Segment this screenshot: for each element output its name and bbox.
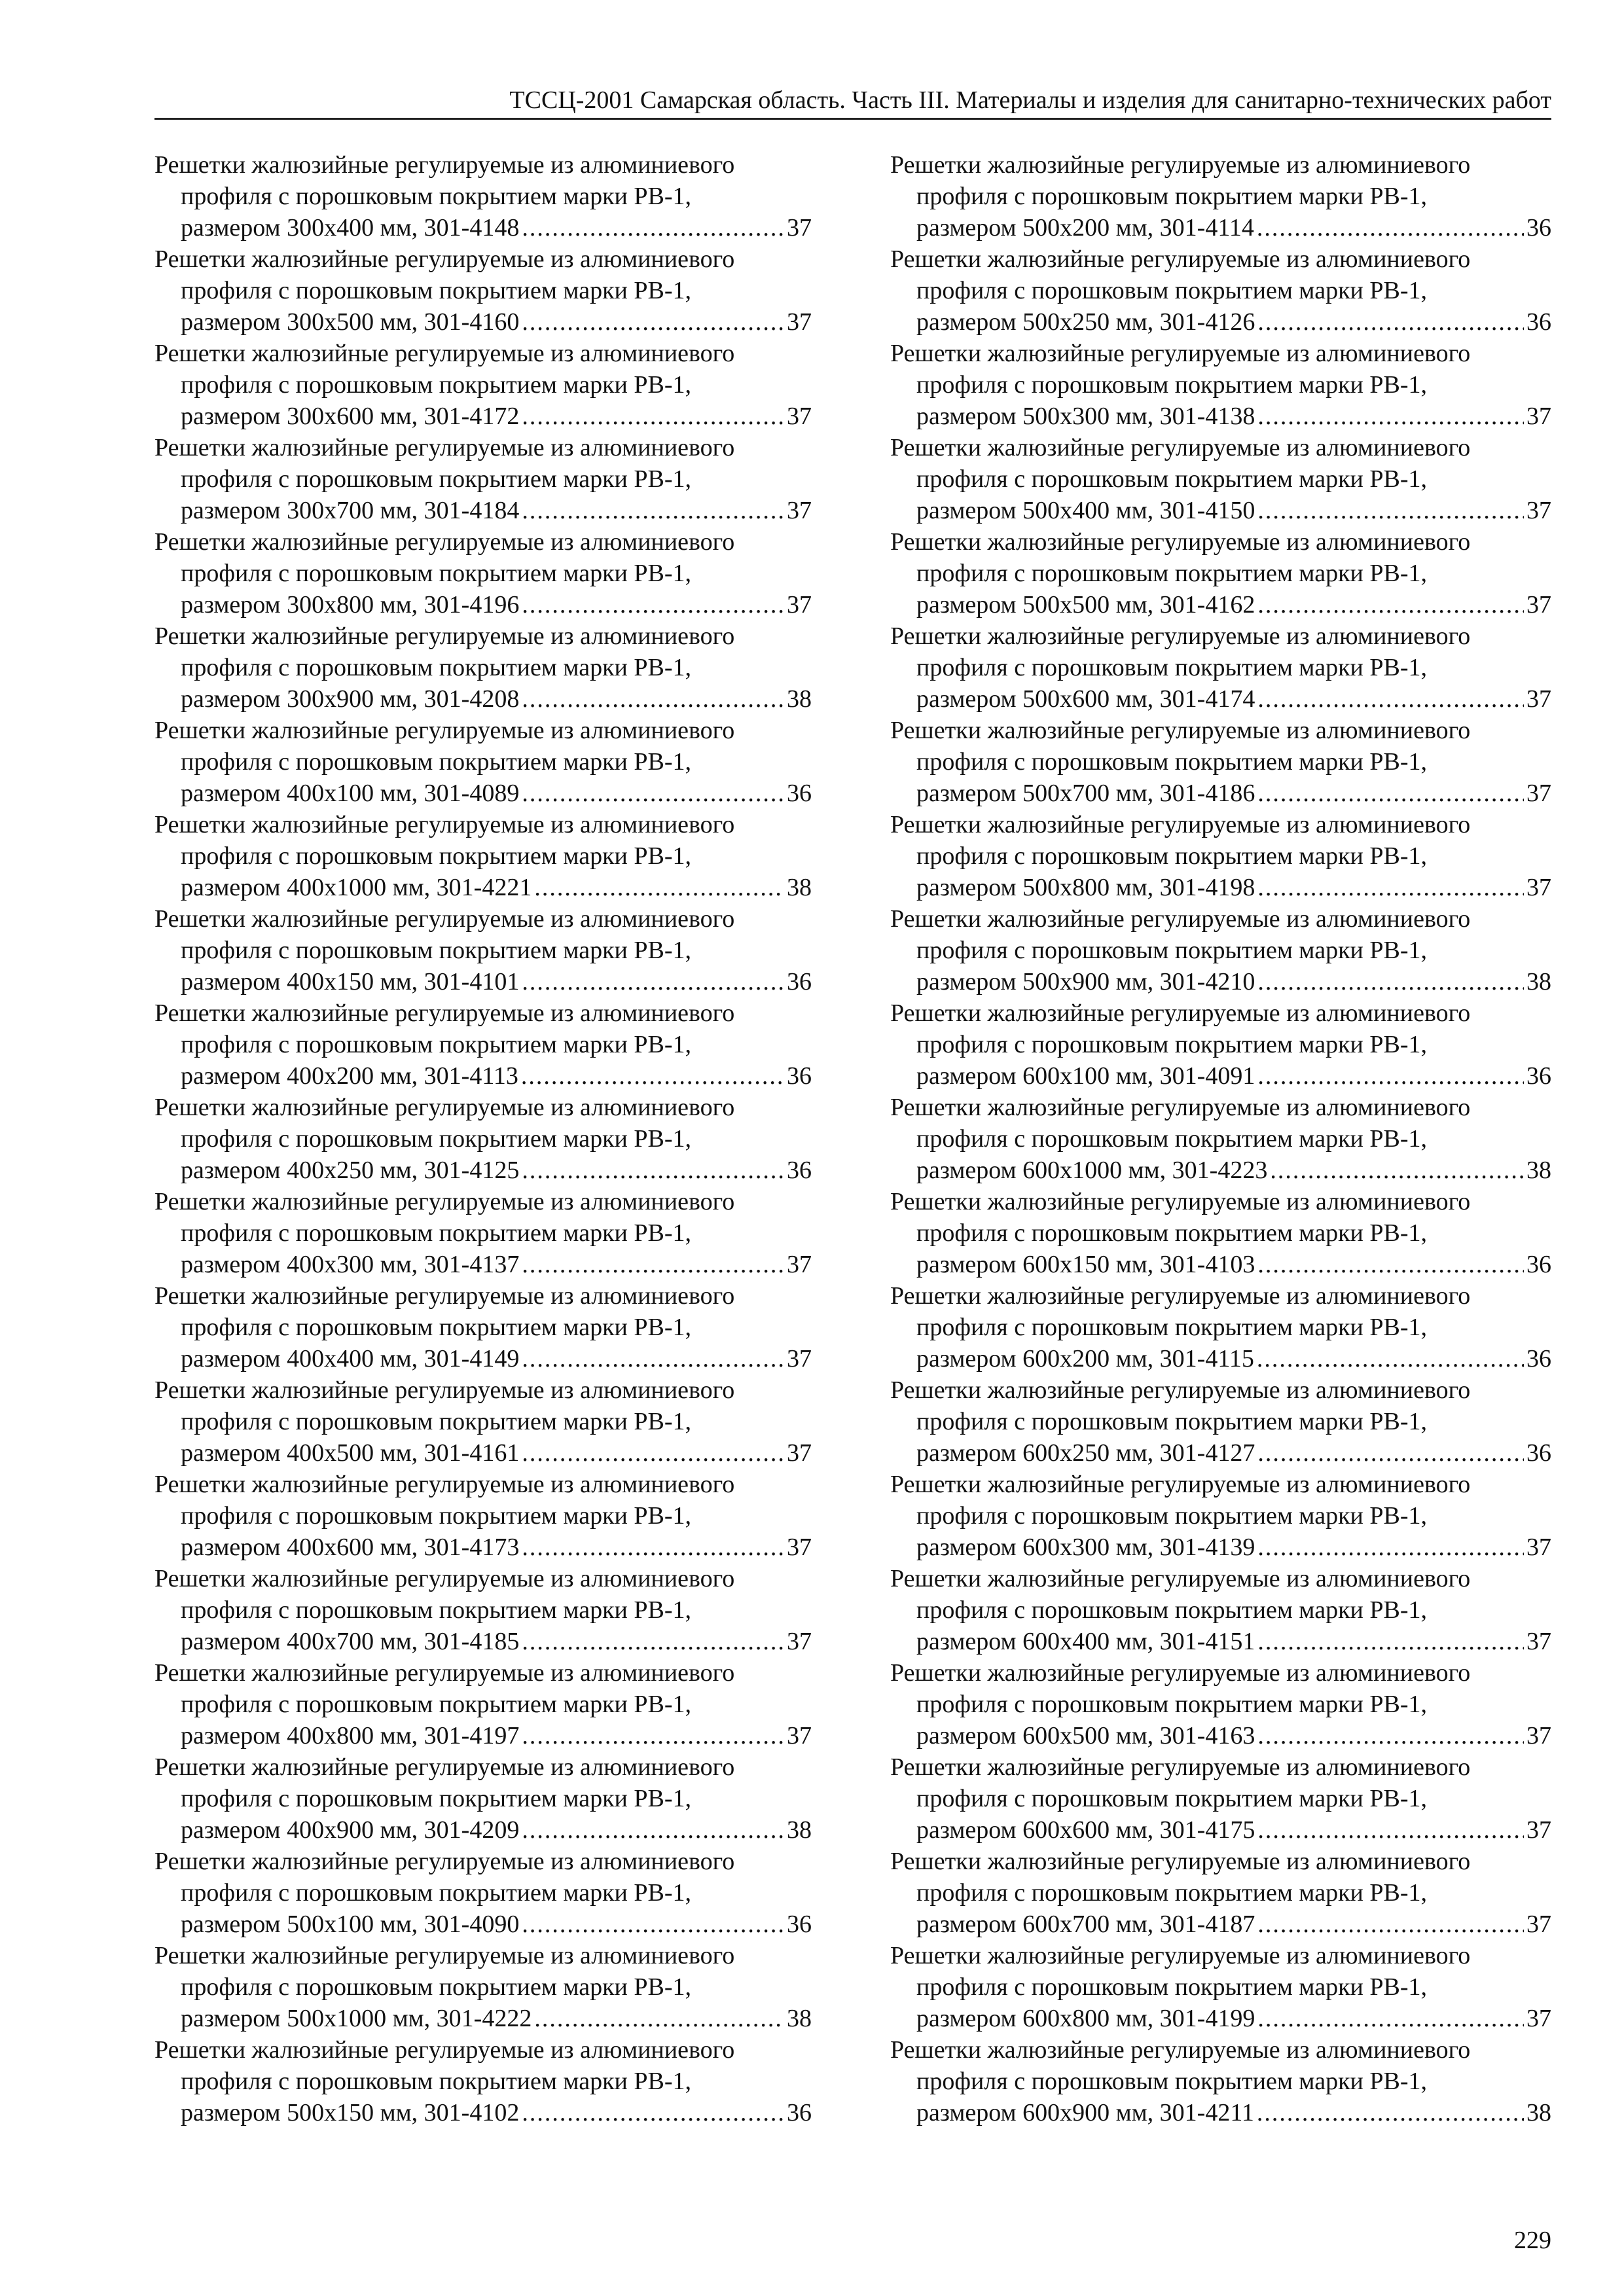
entry-description-line: профиля с порошковым покрытием марки РВ-1, [181, 1219, 692, 1247]
entry-page-number: 37 [787, 214, 812, 242]
entry-size-code: размером 400x800 мм, 301-4197 [181, 1722, 520, 1749]
entry-title-line: Решетки жалюзийные регулируемые из алюминиевого [154, 1753, 735, 1781]
entry-size-code-line [890, 683, 1551, 715]
entry-page-number: 36 [1526, 1345, 1551, 1372]
index-entry [154, 243, 812, 338]
entry-page-number: 37 [787, 497, 812, 524]
index-entry [154, 809, 812, 903]
entry-title-line: Решетки жалюзийные регулируемые из алюминиевого [890, 717, 1471, 744]
entry-title-line: Решетки жалюзийные регулируемые из алюминиевого [890, 905, 1471, 933]
index-entry [890, 149, 1551, 243]
entry-page-number: 36 [787, 1157, 812, 1184]
index-entry [154, 1657, 812, 1751]
entry-description-line: профиля с порошковым покрытием марки РВ-1, [916, 1691, 1428, 1718]
entry-size-code-line [154, 683, 812, 715]
dot-leader [522, 589, 784, 620]
entry-description-line: профиля с порошковым покрытием марки РВ-1, [181, 1785, 692, 1812]
index-entry [154, 1186, 812, 1280]
entry-description-line: профиля с порошковым покрытием марки РВ-1, [181, 277, 692, 304]
entry-size-code: размером 500x200 мм, 301-4114 [916, 214, 1254, 242]
dot-leader [1257, 1343, 1524, 1374]
index-entry [154, 149, 812, 243]
dot-leader [1257, 495, 1524, 526]
entry-page-number: 38 [1526, 968, 1551, 996]
entry-title-line: Решетки жалюзийные регулируемые из алюминиевого [154, 1942, 735, 1969]
header-title: ТССЦ-2001 Самарская область. Часть III. Материалы и изделия для санитарно-технических работ [509, 86, 1551, 114]
entry-size-code-line [154, 2097, 812, 2128]
index-entry [154, 1751, 812, 1846]
dot-leader [1257, 1249, 1524, 1280]
entry-size-code-line [154, 401, 812, 432]
entry-size-code-line [890, 1343, 1551, 1374]
entry-size-code-line [154, 1437, 812, 1469]
entry-page-number: 37 [1526, 1816, 1551, 1844]
entry-size-code: размером 600x700 мм, 301-4187 [916, 1910, 1255, 1938]
entry-size-code: размером 400x200 мм, 301-4113 [181, 1062, 518, 1090]
entry-description-line: профиля с порошковым покрытием марки РВ-1, [181, 654, 692, 681]
index-entry [154, 620, 812, 715]
entry-size-code: размером 600x500 мм, 301-4163 [916, 1722, 1255, 1749]
index-entry [890, 1846, 1551, 1940]
entry-size-code: размером 300x900 мм, 301-4208 [181, 685, 520, 713]
entry-page-number: 37 [1526, 497, 1551, 524]
index-entry [154, 903, 812, 997]
entry-size-code-line [890, 1814, 1551, 1846]
entry-page-number: 37 [787, 1345, 812, 1372]
entry-size-code-line [154, 1060, 812, 1092]
running-header [154, 82, 1551, 120]
entry-size-code-line [890, 1155, 1551, 1186]
index-entry [890, 1469, 1551, 1563]
entry-title-line: Решетки жалюзийные регулируемые из алюминиевого [890, 1848, 1471, 1875]
entry-size-code-line [890, 872, 1551, 903]
entry-size-code-line [890, 589, 1551, 620]
entry-size-code-line [890, 401, 1551, 432]
index-entry [890, 2034, 1551, 2128]
entry-description-line: профиля с порошковым покрытием марки РВ-1, [916, 2068, 1428, 2095]
entry-size-code-line [154, 1532, 812, 1563]
index-entry [154, 526, 812, 620]
dot-leader [1257, 966, 1524, 997]
index-entry [154, 1374, 812, 1469]
index-entry [890, 1563, 1551, 1657]
entry-size-code-line [890, 306, 1551, 338]
entry-title-line: Решетки жалюзийные регулируемые из алюминиевого [154, 1471, 735, 1498]
dot-leader [1270, 1155, 1524, 1186]
entry-size-code: размером 500x400 мм, 301-4150 [916, 497, 1255, 524]
entry-title-line: Решетки жалюзийные регулируемые из алюминиевого [890, 151, 1471, 179]
entry-title-line: Решетки жалюзийные регулируемые из алюминиевого [154, 1282, 735, 1310]
entry-size-code: размером 500x500 мм, 301-4162 [916, 591, 1255, 619]
entry-title-line: Решетки жалюзийные регулируемые из алюминиевого [154, 1848, 735, 1875]
dot-leader [1257, 306, 1524, 338]
entry-size-code: размером 600x900 мм, 301-4211 [916, 2099, 1254, 2126]
entry-size-code: размером 600x300 мм, 301-4139 [916, 1534, 1255, 1561]
entry-size-code: размером 400x300 мм, 301-4137 [181, 1251, 520, 1278]
entry-size-code-line [890, 212, 1551, 243]
entry-size-code-line [154, 2003, 812, 2034]
entry-description-line: профиля с порошковым покрытием марки РВ-1, [181, 1408, 692, 1435]
index-entry [154, 715, 812, 809]
entry-description-line: профиля с порошковым покрытием марки РВ-1, [916, 183, 1428, 210]
entry-page-number: 37 [787, 1439, 812, 1467]
entry-description-line: профиля с порошковым покрытием марки РВ-1, [916, 842, 1428, 870]
dot-leader [1257, 212, 1524, 243]
entry-title-line: Решетки жалюзийные регулируемые из алюминиевого [890, 1753, 1471, 1781]
entry-title-line: Решетки жалюзийные регулируемые из алюминиевого [154, 999, 735, 1027]
entry-page-number: 37 [1526, 403, 1551, 430]
entry-size-code: размером 600x1000 мм, 301-4223 [916, 1157, 1268, 1184]
dot-leader [522, 495, 784, 526]
entry-description-line: профиля с порошковым покрытием марки РВ-1, [181, 2068, 692, 2095]
dot-leader [1257, 1909, 1524, 1940]
entry-size-code-line [890, 1437, 1551, 1469]
entry-size-code-line [890, 495, 1551, 526]
entry-size-code: размером 600x100 мм, 301-4091 [916, 1062, 1255, 1090]
dot-leader [1257, 589, 1524, 620]
entry-size-code-line [154, 966, 812, 997]
entry-description-line: профиля с порошковым покрытием марки РВ-1, [916, 1031, 1428, 1058]
entry-title-line: Решетки жалюзийные регулируемые из алюминиевого [890, 622, 1471, 650]
entry-title-line: Решетки жалюзийные регулируемые из алюминиевого [890, 1376, 1471, 1404]
entry-page-number: 37 [1526, 685, 1551, 713]
entry-page-number: 37 [1526, 1910, 1551, 1938]
entry-size-code-line [154, 1720, 812, 1751]
index-entry [154, 1092, 812, 1186]
dot-leader [522, 306, 784, 338]
entry-description-line: профиля с порошковым покрытием марки РВ-1, [916, 1785, 1428, 1812]
entry-page-number: 37 [787, 308, 812, 336]
entry-page-number: 37 [1526, 1628, 1551, 1655]
entry-size-code-line [154, 589, 812, 620]
dot-leader [1257, 1060, 1524, 1092]
index-entry [890, 1940, 1551, 2034]
entry-size-code: размером 400x600 мм, 301-4173 [181, 1534, 520, 1561]
entry-page-number: 38 [1526, 2099, 1551, 2126]
entry-page-number: 36 [787, 1910, 812, 1938]
entry-title-line: Решетки жалюзийные регулируемые из алюминиевого [154, 1659, 735, 1687]
index-entry [890, 526, 1551, 620]
entry-page-number: 36 [787, 1062, 812, 1090]
index-entry [890, 1751, 1551, 1846]
entry-title-line: Решетки жалюзийные регулируемые из алюминиевого [890, 1659, 1471, 1687]
entry-size-code-line [154, 1155, 812, 1186]
entry-size-code: размером 600x600 мм, 301-4175 [916, 1816, 1255, 1844]
index-entry [154, 1563, 812, 1657]
entry-title-line: Решетки жалюзийные регулируемые из алюминиевого [890, 340, 1471, 367]
entry-page-number: 36 [1526, 1251, 1551, 1278]
entry-size-code: размером 300x700 мм, 301-4184 [181, 497, 520, 524]
entry-description-line: профиля с порошковым покрытием марки РВ-1, [181, 937, 692, 964]
entry-description-line: профиля с порошковым покрытием марки РВ-1, [181, 560, 692, 587]
entry-description-line: профиля с порошковым покрытием марки РВ-1, [181, 465, 692, 493]
entry-size-code-line [154, 1343, 812, 1374]
entry-description-line: профиля с порошковым покрытием марки РВ-1, [916, 1314, 1428, 1341]
entry-size-code: размером 500x900 мм, 301-4210 [916, 968, 1255, 996]
dot-leader [1257, 778, 1524, 809]
entry-description-line: профиля с порошковым покрытием марки РВ-1, [916, 371, 1428, 399]
entry-size-code: размером 400x250 мм, 301-4125 [181, 1157, 520, 1184]
dot-leader [522, 966, 784, 997]
index-entry [890, 338, 1551, 432]
entry-size-code: размером 500x600 мм, 301-4174 [916, 685, 1255, 713]
dot-leader [521, 1060, 784, 1092]
entry-size-code-line [890, 1626, 1551, 1657]
entry-page-number: 36 [787, 2099, 812, 2126]
entry-size-code: размером 500x150 мм, 301-4102 [181, 2099, 520, 2126]
entry-size-code-line [154, 1909, 812, 1940]
dot-leader [1257, 2003, 1524, 2034]
dot-leader [522, 1814, 784, 1846]
entry-size-code: размером 400x100 мм, 301-4089 [181, 780, 520, 807]
entry-title-line: Решетки жалюзийные регулируемые из алюминиевого [154, 1565, 735, 1592]
entry-title-line: Решетки жалюзийные регулируемые из алюминиевого [154, 1188, 735, 1215]
index-entry [890, 1186, 1551, 1280]
entry-title-line: Решетки жалюзийные регулируемые из алюминиевого [154, 2036, 735, 2064]
index-entry [890, 243, 1551, 338]
entry-page-number: 37 [787, 1251, 812, 1278]
entry-size-code: размером 500x250 мм, 301-4126 [916, 308, 1255, 336]
dot-leader [522, 212, 784, 243]
entry-size-code-line [890, 1909, 1551, 1940]
dot-leader [1257, 872, 1524, 903]
dot-leader [522, 1155, 784, 1186]
dot-leader [522, 1343, 784, 1374]
entry-page-number: 37 [787, 1628, 812, 1655]
entry-size-code: размером 600x150 мм, 301-4103 [916, 1251, 1255, 1278]
index-entry [154, 1469, 812, 1563]
index-entry [890, 715, 1551, 809]
entry-title-line: Решетки жалюзийные регулируемые из алюминиевого [154, 340, 735, 367]
index-column-right [890, 149, 1551, 2128]
entry-description-line: профиля с порошковым покрытием марки РВ-1, [181, 1314, 692, 1341]
entry-size-code: размером 400x150 мм, 301-4101 [181, 968, 520, 996]
entry-page-number: 36 [1526, 308, 1551, 336]
entry-title-line: Решетки жалюзийные регулируемые из алюминиевого [154, 245, 735, 273]
entry-title-line: Решетки жалюзийные регулируемые из алюминиевого [890, 1565, 1471, 1592]
index-entry [890, 1092, 1551, 1186]
index-entry [890, 1657, 1551, 1751]
entry-description-line: профиля с порошковым покрытием марки РВ-1, [916, 1973, 1428, 2001]
entry-size-code-line [154, 1814, 812, 1846]
index-entry [154, 338, 812, 432]
entry-size-code: размером 500x1000 мм, 301-4222 [181, 2005, 532, 2032]
entry-page-number: 37 [787, 403, 812, 430]
entry-description-line: профиля с порошковым покрытием марки РВ-1, [916, 1408, 1428, 1435]
index-entry [890, 903, 1551, 997]
entry-title-line: Решетки жалюзийные регулируемые из алюминиевого [890, 1942, 1471, 1969]
entry-title-line: Решетки жалюзийные регулируемые из алюминиевого [890, 1282, 1471, 1310]
entry-size-code-line [890, 1060, 1551, 1092]
entry-page-number: 36 [1526, 1062, 1551, 1090]
entry-title-line: Решетки жалюзийные регулируемые из алюминиевого [890, 434, 1471, 461]
entry-size-code: размером 600x250 мм, 301-4127 [916, 1439, 1255, 1467]
entry-size-code-line [890, 1532, 1551, 1563]
dot-leader [522, 683, 784, 715]
entry-size-code: размером 500x300 мм, 301-4138 [916, 403, 1255, 430]
dot-leader [522, 1909, 784, 1940]
entry-page-number: 36 [787, 968, 812, 996]
dot-leader [1257, 401, 1524, 432]
entry-title-line: Решетки жалюзийные регулируемые из алюминиевого [154, 905, 735, 933]
entry-description-line: профиля с порошковым покрытием марки РВ-1, [181, 748, 692, 776]
dot-leader [522, 1532, 784, 1563]
entry-description-line: профиля с порошковым покрытием марки РВ-1, [916, 1125, 1428, 1153]
entry-title-line: Решетки жалюзийные регулируемые из алюминиевого [890, 1094, 1471, 1121]
entry-size-code-line [890, 2097, 1551, 2128]
entry-page-number: 38 [787, 2005, 812, 2032]
dot-leader [522, 1626, 784, 1657]
entry-description-line: профиля с порошковым покрытием марки РВ-1, [916, 465, 1428, 493]
entry-size-code: размером 400x1000 мм, 301-4221 [181, 874, 532, 901]
dot-leader [1257, 1814, 1524, 1846]
entry-size-code: размером 300x500 мм, 301-4160 [181, 308, 520, 336]
entry-title-line: Решетки жалюзийные регулируемые из алюминиевого [890, 1471, 1471, 1498]
dot-leader [1257, 2097, 1524, 2128]
dot-leader [522, 2097, 784, 2128]
entry-size-code: размером 400x700 мм, 301-4185 [181, 1628, 520, 1655]
entry-size-code-line [890, 966, 1551, 997]
entry-title-line: Решетки жалюзийные регулируемые из алюминиевого [154, 622, 735, 650]
dot-leader [1257, 1437, 1524, 1469]
entry-title-line: Решетки жалюзийные регулируемые из алюминиевого [890, 528, 1471, 556]
entry-description-line: профиля с порошковым покрытием марки РВ-1, [916, 748, 1428, 776]
entry-description-line: профиля с порошковым покрытием марки РВ-1, [916, 1219, 1428, 1247]
entry-page-number: 36 [1526, 1439, 1551, 1467]
entry-size-code: размером 600x400 мм, 301-4151 [916, 1628, 1255, 1655]
entry-description-line: профиля с порошковым покрытием марки РВ-1, [181, 1596, 692, 1624]
entry-title-line: Решетки жалюзийные регулируемые из алюминиевого [154, 151, 735, 179]
entry-page-number: 37 [787, 1534, 812, 1561]
entry-description-line: профиля с порошковым покрытием марки РВ-1, [181, 371, 692, 399]
entry-size-code: размером 500x700 мм, 301-4186 [916, 780, 1255, 807]
index-entry [154, 1280, 812, 1374]
entry-size-code-line [154, 306, 812, 338]
entry-size-code: размером 400x400 мм, 301-4149 [181, 1345, 520, 1372]
entry-description-line: профиля с порошковым покрытием марки РВ-1, [181, 1125, 692, 1153]
entry-description-line: профиля с порошковым покрытием марки РВ-1, [916, 1502, 1428, 1530]
dot-leader [1257, 1532, 1524, 1563]
entry-page-number: 37 [1526, 874, 1551, 901]
dot-leader [1257, 1720, 1524, 1751]
entry-size-code-line [154, 212, 812, 243]
index-entry [154, 1940, 812, 2034]
dot-leader [1257, 683, 1524, 715]
entry-description-line: профиля с порошковым покрытием марки РВ-1, [916, 937, 1428, 964]
index-entry [154, 432, 812, 526]
entry-size-code-line [890, 2003, 1551, 2034]
entry-title-line: Решетки жалюзийные регулируемые из алюминиевого [154, 434, 735, 461]
entry-title-line: Решетки жалюзийные регулируемые из алюминиевого [890, 999, 1471, 1027]
index-entry [154, 997, 812, 1092]
entry-page-number: 38 [787, 874, 812, 901]
entry-description-line: профиля с порошковым покрытием марки РВ-1, [181, 1031, 692, 1058]
entry-size-code-line [154, 1626, 812, 1657]
entry-size-code-line [154, 1249, 812, 1280]
entry-description-line: профиля с порошковым покрытием марки РВ-1, [916, 654, 1428, 681]
entry-page-number: 37 [787, 1722, 812, 1749]
entry-page-number: 38 [787, 685, 812, 713]
entry-size-code: размером 300x800 мм, 301-4196 [181, 591, 520, 619]
index-entry [890, 1374, 1551, 1469]
index-entry [890, 620, 1551, 715]
entry-size-code: размером 400x500 мм, 301-4161 [181, 1439, 520, 1467]
entry-page-number: 38 [787, 1816, 812, 1844]
entry-title-line: Решетки жалюзийные регулируемые из алюминиевого [154, 528, 735, 556]
entry-description-line: профиля с порошковым покрытием марки РВ-1, [916, 1879, 1428, 1907]
dot-leader [534, 2003, 784, 2034]
page-number: 229 [1514, 2227, 1551, 2254]
index-entry [154, 1846, 812, 1940]
entry-title-line: Решетки жалюзийные регулируемые из алюминиевого [890, 245, 1471, 273]
dot-leader [522, 1437, 784, 1469]
entry-size-code: размером 600x800 мм, 301-4199 [916, 2005, 1255, 2032]
index-column-left [154, 149, 812, 2128]
entry-title-line: Решетки жалюзийные регулируемые из алюминиевого [890, 2036, 1471, 2064]
entry-size-code: размером 300x600 мм, 301-4172 [181, 403, 520, 430]
dot-leader [522, 401, 784, 432]
entry-page-number: 36 [1526, 214, 1551, 242]
entry-page-number: 37 [1526, 2005, 1551, 2032]
entry-description-line: профиля с порошковым покрытием марки РВ-1, [916, 277, 1428, 304]
entry-size-code-line [890, 778, 1551, 809]
entry-size-code-line [154, 872, 812, 903]
index-entry [890, 432, 1551, 526]
entry-size-code: размером 500x800 мм, 301-4198 [916, 874, 1255, 901]
entry-description-line: профиля с порошковым покрытием марки РВ-1, [181, 842, 692, 870]
entry-title-line: Решетки жалюзийные регулируемые из алюминиевого [154, 1376, 735, 1404]
dot-leader [1257, 1626, 1524, 1657]
index-entry [154, 2034, 812, 2128]
entry-description-line: профиля с порошковым покрытием марки РВ-1, [181, 1973, 692, 2001]
entry-size-code-line [890, 1249, 1551, 1280]
entry-title-line: Решетки жалюзийные регулируемые из алюминиевого [890, 811, 1471, 838]
entry-size-code: размером 500x100 мм, 301-4090 [181, 1910, 520, 1938]
entry-page-number: 37 [1526, 1722, 1551, 1749]
index-entry [890, 1280, 1551, 1374]
index-entry [890, 809, 1551, 903]
entry-page-number: 37 [1526, 1534, 1551, 1561]
entry-description-line: профиля с порошковым покрытием марки РВ-1, [181, 1879, 692, 1907]
entry-title-line: Решетки жалюзийные регулируемые из алюминиевого [154, 811, 735, 838]
entry-page-number: 36 [787, 780, 812, 807]
entry-size-code-line [890, 1720, 1551, 1751]
entry-description-line: профиля с порошковым покрытием марки РВ-1, [181, 1502, 692, 1530]
index-entry [890, 997, 1551, 1092]
entry-description-line: профиля с порошковым покрытием марки РВ-1, [181, 183, 692, 210]
dot-leader [522, 1720, 784, 1751]
entry-description-line: профиля с порошковым покрытием марки РВ-1, [916, 560, 1428, 587]
dot-leader [522, 778, 784, 809]
entry-title-line: Решетки жалюзийные регулируемые из алюминиевого [154, 717, 735, 744]
entry-page-number: 37 [787, 591, 812, 619]
entry-size-code-line [154, 495, 812, 526]
entry-page-number: 37 [1526, 780, 1551, 807]
entry-size-code-line [154, 778, 812, 809]
entry-page-number: 38 [1526, 1157, 1551, 1184]
entry-size-code: размером 600x200 мм, 301-4115 [916, 1345, 1254, 1372]
entry-description-line: профиля с порошковым покрытием марки РВ-1, [916, 1596, 1428, 1624]
dot-leader [522, 1249, 784, 1280]
entry-size-code: размером 400x900 мм, 301-4209 [181, 1816, 520, 1844]
entry-page-number: 37 [1526, 591, 1551, 619]
entry-title-line: Решетки жалюзийные регулируемые из алюминиевого [154, 1094, 735, 1121]
entry-size-code: размером 300x400 мм, 301-4148 [181, 214, 520, 242]
dot-leader [534, 872, 784, 903]
entry-title-line: Решетки жалюзийные регулируемые из алюминиевого [890, 1188, 1471, 1215]
entry-description-line: профиля с порошковым покрытием марки РВ-1, [181, 1691, 692, 1718]
